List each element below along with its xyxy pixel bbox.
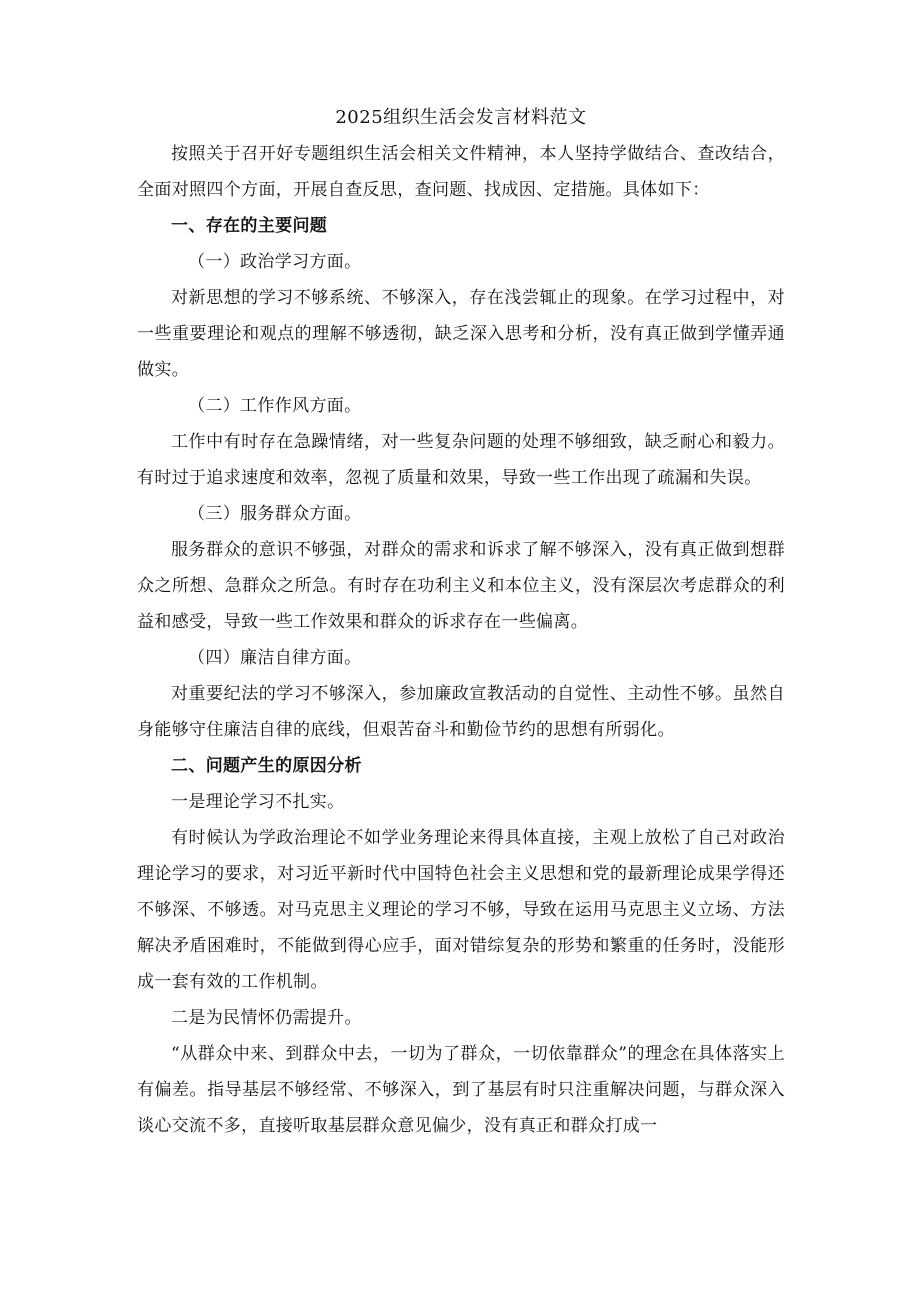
paragraph-work-style: 工作中有时存在急躁情绪，对一些复杂问题的处理不够细致，缺乏耐心和毅力。有时过于追求速度和效率，忽视了质量和效果，导致一些工作出现了疏漏和失误。 [137,432,785,488]
subheading-integrity: （四）廉洁自律方面。 [188,648,362,668]
subheading-serving-masses: （三）服务群众方面。 [188,504,362,524]
document-body [137,100,785,1144]
intro-paragraph: 按照关于召开好专题组织生活会相关文件精神，本人坚持学做结合、查改结合，全面对照四个方面，开展自查反思，查问题、找成因、定措施。具体如下： [137,144,785,200]
subheading-people-sentiment: 二是为民情怀仍需提升。 [171,1008,362,1028]
paragraph-integrity: 对重要纪法的学习不够深入，参加廉政宣教活动的自觉性、主动性不够。虽然自身能够守住廉洁自律的底线，但艰苦奋斗和勤俭节约的思想有所弱化。 [137,684,785,740]
document-title: 2025组织生活会发言材料范文 [335,107,587,128]
section-heading-causes: 二、问题产生的原因分析 [171,756,362,776]
subheading-work-style: （二）工作作风方面。 [188,396,362,416]
paragraph-serving-masses: 服务群众的意识不够强，对群众的需求和诉求了解不够深入，没有真正做到想群众之所想、急群众之所急。有时存在功利主义和本位主义，没有深层次考虑群众的利益和感受，导致一些工作效果和群众的诉求存在一些偏离。 [137,540,785,632]
subheading-theory-study: 一是理论学习不扎实。 [171,792,345,812]
paragraph-theory-study: 有时候认为学政治理论不如学业务理论来得具体直接，主观上放松了自己对政治理论学习的要求，对习近平新时代中国特色社会主义思想和党的最新理论成果学得还不够深、不够透。对马克思主义理论的学习不够，导致在运用马克思主义立场、方法解决矛盾困难时，不能做到得心应手，面对错综复杂的形势和繁重的任务时，没能形成一套有效的工作机制。 [137,828,785,992]
subheading-political-study: （一）政治学习方面。 [188,252,362,272]
paragraph-political-study: 对新思想的学习不够系统、不够深入，存在浅尝辄止的现象。在学习过程中，对一些重要理论和观点的理解不够透彻，缺乏深入思考和分析，没有真正做到学懂弄通做实。 [137,288,785,380]
paragraph-people-sentiment: “从群众中来、到群众中去，一切为了群众，一切依靠群众”的理念在具体落实上有偏差。指导基层不够经常、不够深入，到了基层有时只注重解决问题，与群众深入谈心交流不多，直接听取基层群众意见偏少，没有真正和群众打成一 [137,1044,785,1136]
section-heading-problems: 一、存在的主要问题 [171,216,328,236]
